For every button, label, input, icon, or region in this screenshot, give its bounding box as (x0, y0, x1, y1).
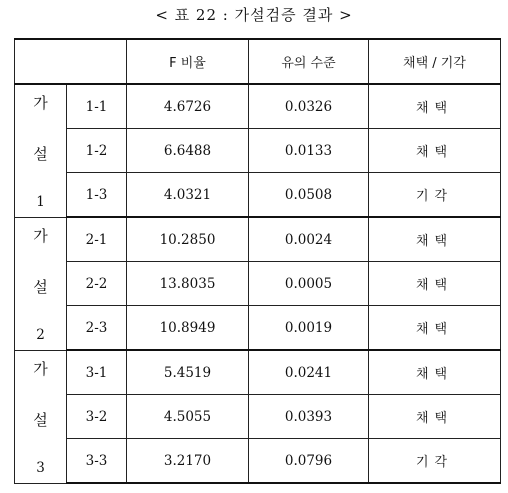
sub-hypothesis-id: 3-2 (67, 395, 127, 439)
sub-hypothesis-id: 2-3 (67, 306, 127, 351)
hypothesis-results-table (14, 38, 501, 484)
hypothesis-label-1 (15, 84, 67, 217)
significance-cell: 0.0508 (249, 173, 369, 218)
header-blank-cell (15, 39, 127, 84)
f-ratio-cell: 3.2170 (127, 439, 249, 484)
table-row (15, 217, 501, 262)
significance-cell: 0.0133 (249, 129, 369, 173)
header-f-ratio: F 비율 (127, 39, 249, 84)
decision-cell: 채택 (369, 350, 501, 395)
f-ratio-cell: 6.6488 (127, 129, 249, 173)
hypothesis-label-char: 설 (33, 277, 48, 296)
header-decision: 채택 / 기각 (369, 39, 501, 84)
table-row (15, 84, 501, 129)
f-ratio-cell: 13.8035 (127, 262, 249, 306)
table-row (15, 306, 501, 351)
sub-hypothesis-id: 1-3 (67, 173, 127, 218)
decision-cell: 기각 (369, 439, 501, 484)
significance-cell: 0.0019 (249, 306, 369, 351)
header-significance: 유의 수준 (249, 39, 369, 84)
decision-cell: 기각 (369, 173, 501, 218)
hypothesis-label-char: 가 (33, 226, 48, 245)
table-row (15, 129, 501, 173)
significance-cell: 0.0796 (249, 439, 369, 484)
sub-hypothesis-id: 3-3 (67, 439, 127, 484)
decision-cell: 채택 (369, 129, 501, 173)
hypothesis-number: 2 (36, 326, 45, 343)
decision-cell: 채택 (369, 306, 501, 351)
table-row (15, 439, 501, 484)
decision-cell: 채택 (369, 84, 501, 129)
decision-cell: 채택 (369, 395, 501, 439)
sub-hypothesis-id: 3-1 (67, 350, 127, 395)
significance-cell: 0.0393 (249, 395, 369, 439)
hypothesis-number: 1 (36, 193, 45, 210)
hypothesis-label-char: 설 (33, 410, 48, 429)
significance-cell: 0.0005 (249, 262, 369, 306)
hypothesis-label-char: 설 (33, 144, 48, 163)
sub-hypothesis-id: 1-1 (67, 84, 127, 129)
sub-hypothesis-id: 2-1 (67, 217, 127, 262)
decision-cell: 채택 (369, 217, 501, 262)
decision-cell: 채택 (369, 262, 501, 306)
f-ratio-cell: 10.8949 (127, 306, 249, 351)
hypothesis-label-3 (15, 350, 67, 483)
table-caption: < 표 22 : 가설검증 결과 > (155, 6, 353, 24)
f-ratio-cell: 4.5055 (127, 395, 249, 439)
hypothesis-label-2 (15, 217, 67, 350)
f-ratio-cell: 10.2850 (127, 217, 249, 262)
f-ratio-cell: 5.4519 (127, 350, 249, 395)
significance-cell: 0.0024 (249, 217, 369, 262)
table-row (15, 350, 501, 395)
table-row (15, 395, 501, 439)
significance-cell: 0.0241 (249, 350, 369, 395)
table-row (15, 262, 501, 306)
header-row (15, 39, 501, 84)
hypothesis-label-char: 가 (33, 93, 48, 112)
hypothesis-label-char: 가 (33, 359, 48, 378)
table-row (15, 173, 501, 218)
sub-hypothesis-id: 1-2 (67, 129, 127, 173)
significance-cell: 0.0326 (249, 84, 369, 129)
f-ratio-cell: 4.6726 (127, 84, 249, 129)
hypothesis-number: 3 (36, 459, 45, 476)
sub-hypothesis-id: 2-2 (67, 262, 127, 306)
f-ratio-cell: 4.0321 (127, 173, 249, 218)
